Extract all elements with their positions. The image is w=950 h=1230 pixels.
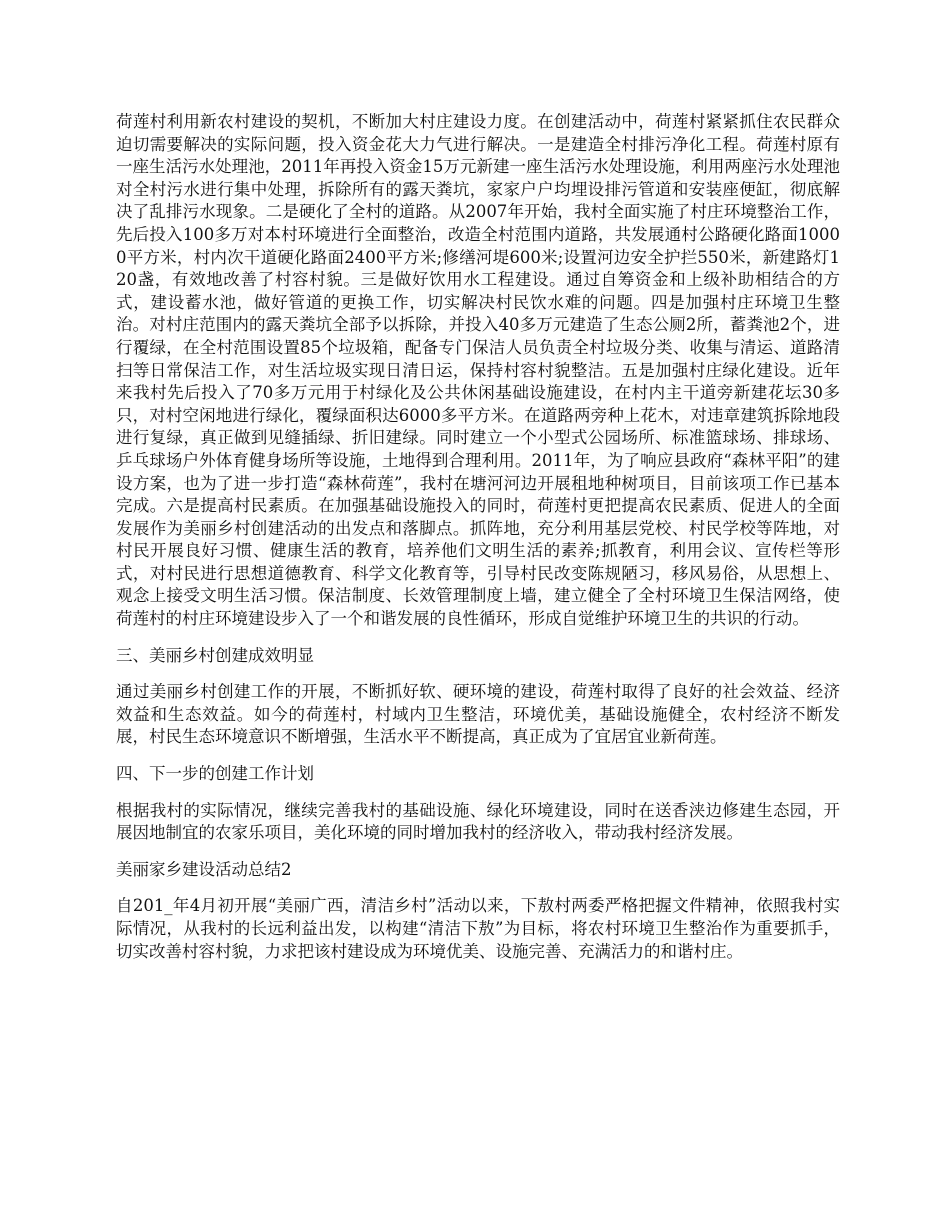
body-paragraph-summary-2: 自201_年4月初开展“美丽广西，清洁乡村”活动以来，下敖村两委严格把握文件精神，依照我村实际情况，从我村的长远利益出发，以构建“清洁下敖”为目标，将农村环境卫生整治作为重要抓手，切实改善村容村貌，力求把该村建设成为环境优美、设施完善、充满活力的和谐村庄。 (116, 896, 840, 961)
document-body (116, 111, 840, 977)
body-paragraph-next-plan: 根据我村的实际情况，继续完善我村的基础设施、绿化环境建设，同时在送香浃边修建生态园，开展因地制宜的农家乐项目，美化环境的同时增加我村的经济收入，带动我村经济发展。 (116, 800, 840, 843)
section-title-summary-2: 美丽家乡建设活动总结2 (116, 859, 292, 879)
section-heading-results: 三、美丽乡村创建成效明显 (116, 645, 314, 665)
body-paragraph-village-construction: 荷莲村利用新农村建设的契机，不断加大村庄建设力度。在创建活动中，荷莲村紧紧抓住农民群众迫切需要解决的实际问题，投入资金花大力气进行解决。一是建造全村排污净化工程。荷莲村原有一座生活污水处理池，2011年再投入资金15万元新建一座生活污水处理设施，利用两座污水处理池对全村污水进行集中处理，拆除所有的露天粪坑，家家户户均埋设排污管道和安装座便缸，彻底解决了乱排污水现象。二是硬化了全村的道路。从2007年开始，我村全面实施了村庄环境整治工作，先后投入100多万对本村环境进行全面整治，改造全村范围内道路，共发展通村公路硬化路面10000平方米，村内次干道硬化路面2400平方米;修缮河堤600米;设置河边安全护拦550米，新建路灯120盏，有效地改善了村容村貌。三是做好饮用水工程建设。通过自筹资金和上级补助相结合的方式，建设蓄水池，做好管道的更换工作，切实解决村民饮水难的问题。四是加强村庄环境卫生整治。对村庄范围内的露天粪坑全部予以拆除，并投入40多万元建造了生态公厕2所，蓄粪池2个，进行覆绿，在全村范围设置85个垃圾箱，配备专门保洁人员负责全村垃圾分类、收集与清运、道路清扫等日常保洁工作，对生活垃圾实现日清日运，保持村容村貌整洁。五是加强村庄绿化建设。近年来我村先后投入了70多万元用于村绿化及公共休闲基础设施建设，在村内主干道旁新建花坛30多只，对村空闲地进行绿化，覆绿面积达6000多平方米。在道路两旁种上花木，对违章建筑拆除地段进行复绿，真正做到见缝插绿、折旧建绿。同时建立一个小型式公园场所、标准篮球场、排球场、乒乓球场户外体育健身场所等设施，土地得到合理利用。2011年，为了响应县政府“森林平阳”的建设方案，也为了进一步打造“森林荷莲”，我村在塘河河边开展租地种树项目，目前该项工作已基本完成。六是提高村民素质。在加强基础设施投入的同时，荷莲村更把提高农民素质、促进人的全面发展作为美丽乡村创建活动的出发点和落脚点。抓阵地，充分利用基层党校、村民学校等阵地，对村民开展良好习惯、健康生活的教育，培养他们文明生活的素养;抓教育，利用会议、宣传栏等形式，对村民进行思想道德教育、科学文化教育等，引导村民改变陈规陋习，移风易俗，从思想上、观念上接受文明生活习惯。保洁制度、长效管理制度上墙，建立健全了全村环境卫生保洁网络，使荷莲村的村庄环境建设步入了一个和谐发展的良性循环，形成自觉维护环境卫生的共识的行动。 (116, 112, 840, 629)
body-paragraph-results: 通过美丽乡村创建工作的开展，不断抓好软、硬环境的建设，荷莲村取得了良好的社会效益、经济效益和生态效益。如今的荷莲村，村域内卫生整洁，环境优美，基础设施健全，农村经济不断发展，村民生态环境意识不断增强，生活水平不断提高，真正成为了宜居宜业新荷莲。 (116, 682, 840, 747)
section-heading-next-plan: 四、下一步的创建工作计划 (116, 764, 314, 784)
